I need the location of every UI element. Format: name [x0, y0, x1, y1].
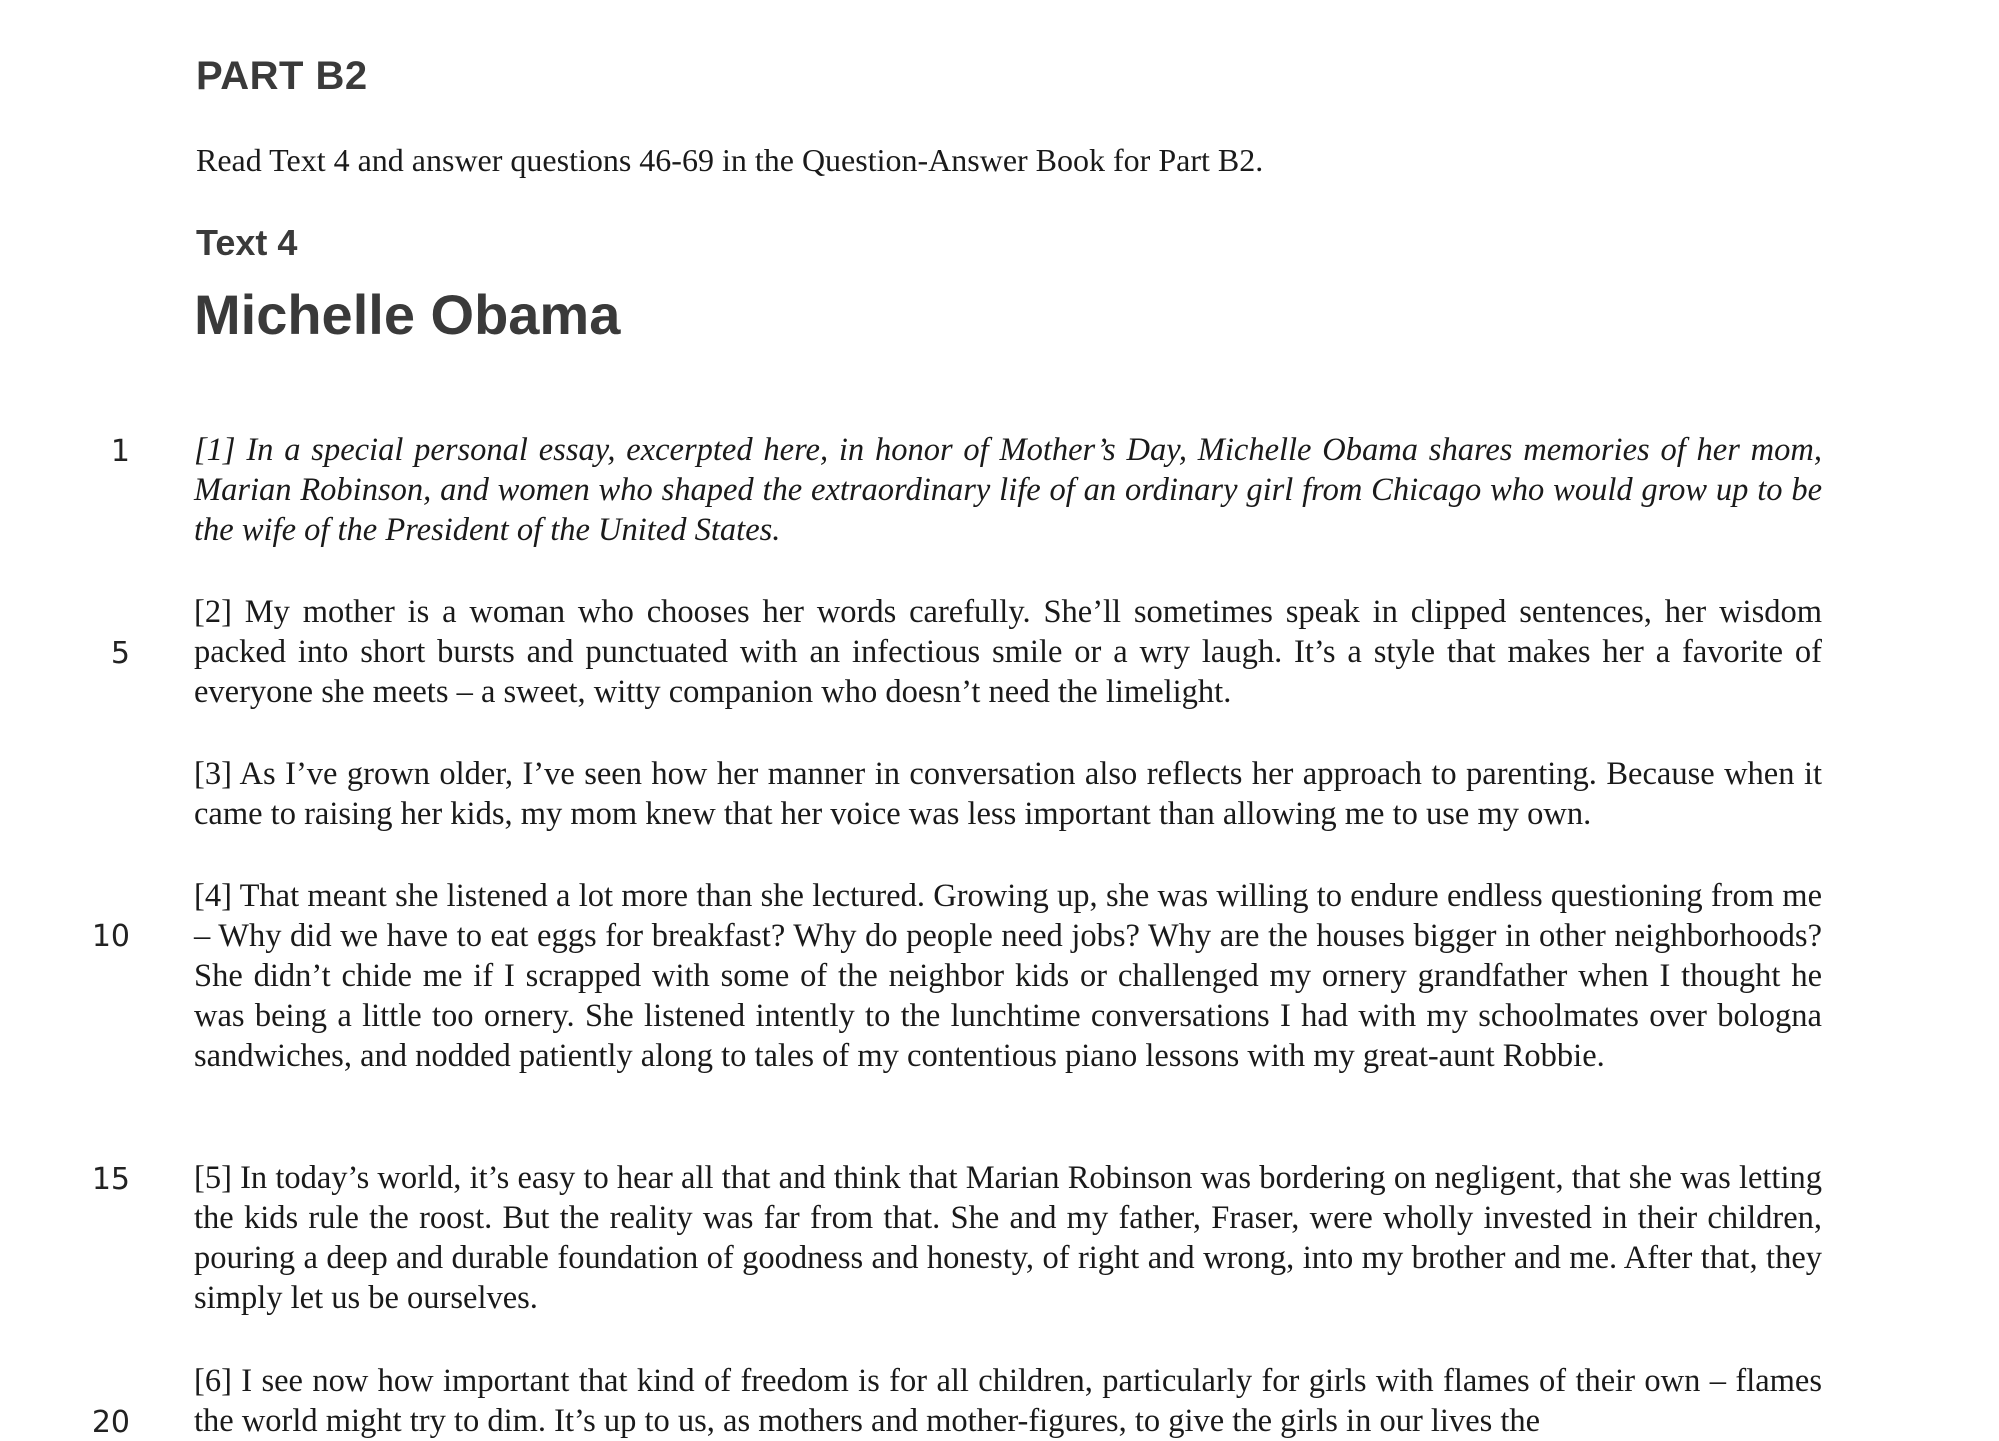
paragraph-5: [5] In today’s world, it’s easy to hear all that and think that Marian Robinson was bordering on negligent, that she was letting the kids rule the roost. But the reality was far from that. She and my father, Fraser, were wholly invested in their children, pouring a deep and durable foundation of goodness and honesty, of right and wrong, into my brother and me. After that, they simply let us be ourselves. — [194, 1160, 1822, 1316]
instructions-text: Read Text 4 and answer questions 46-69 in the Question-Answer Book for Part B2. — [196, 142, 1264, 178]
line-number-5: 5 — [110, 636, 130, 671]
line-number-1: 1 — [110, 434, 130, 469]
main-title: Michelle Obama — [194, 283, 621, 346]
text-label: Text 4 — [196, 222, 298, 263]
paragraph-6: [6] I see now how important that kind of freedom is for all children, particularly for girls with flames of their own – flames the world might try to dim. It’s up to us, as mothers and mother-figures, to give the girls in our lives the — [194, 1363, 1822, 1439]
line-number-15: 15 — [91, 1162, 130, 1197]
paragraph-3: [3] As I’ve grown older, I’ve seen how her manner in conversation also reflects her approach to parenting. Because when it came to raising her kids, my mom knew that her voice was less important than allowing me to use my own. — [194, 756, 1822, 832]
paragraph-1: [1] In a special personal essay, excerpted here, in honor of Mother’s Day, Michelle Obama shares memories of her mom, Marian Robinson, and women who shaped the extraordinary life of an ordinary girl from Chicago who would grow up to be the wife of the President of the United States. — [194, 432, 1822, 548]
part-title: PART B2 — [196, 54, 368, 98]
paragraph-4: [4] That meant she listened a lot more than she lectured. Growing up, she was willing to endure endless questioning from me – Why did we have to eat eggs for breakfast? Why do people need jobs? Why are the houses bigger in other neighborhoods? She didn’t chide me if I scrapped with some of the neighbor kids or challenged my ornery grandfather when I thought he was being a little too ornery. She listened intently to the lunchtime conversations I had with my schoolmates over bologna sandwiches, and nodded patiently along to tales of my contentious piano lessons with my great-aunt Robbie. — [194, 878, 1822, 1074]
line-number-20: 20 — [91, 1405, 130, 1440]
line-number-10: 10 — [91, 919, 130, 954]
paragraph-2: [2] My mother is a woman who chooses her words carefully. She’ll sometimes speak in clipped sentences, her wisdom packed into short bursts and punctuated with an infectious smile or a wry laugh. It’s a style that makes her a favorite of everyone she meets – a sweet, witty companion who doesn’t need the limelight. — [194, 594, 1822, 710]
